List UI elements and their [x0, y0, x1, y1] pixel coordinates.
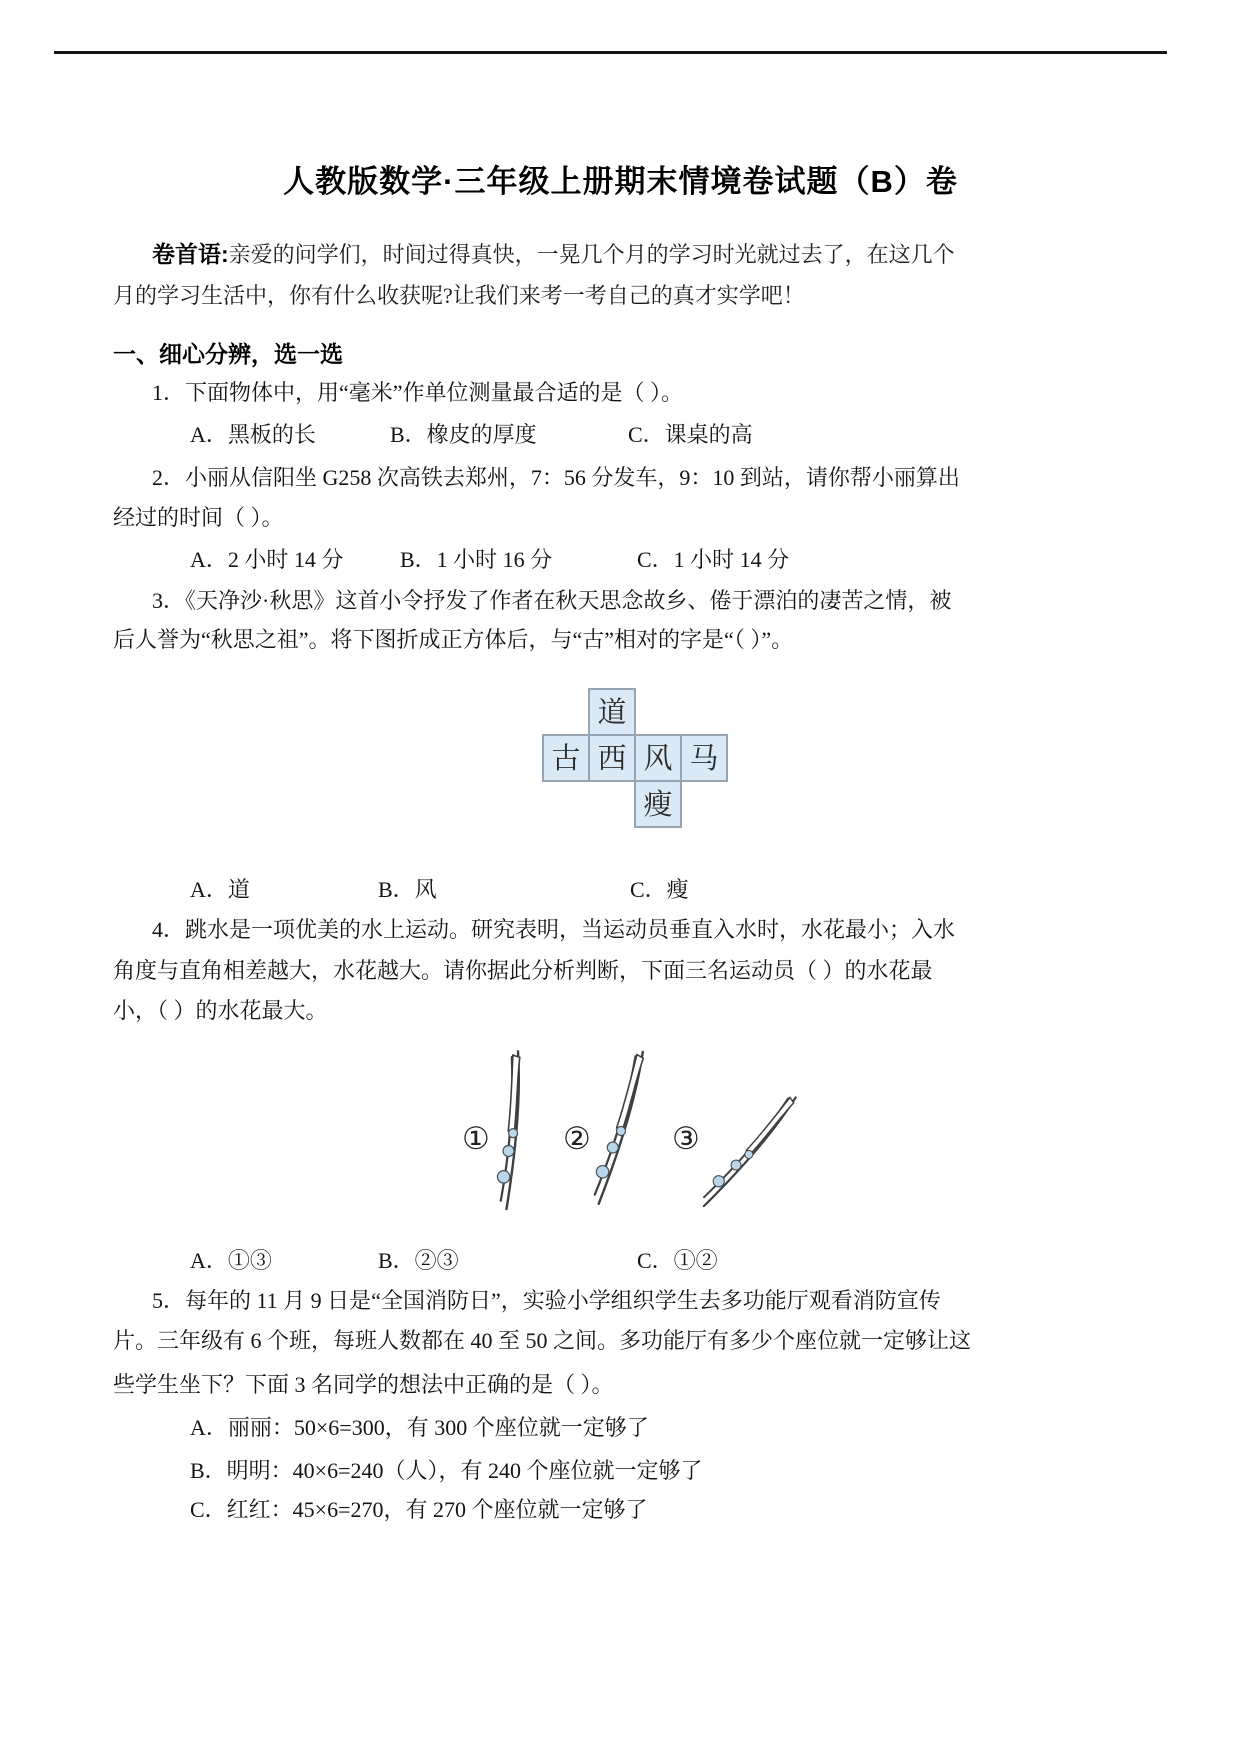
- question-3-options: [0, 869, 1241, 910]
- cube-net-figure: [542, 688, 730, 828]
- intro-text-1: 亲爱的问学们，时间过得真快，一晃几个月的学习时光就过去了，在这几个: [228, 242, 955, 267]
- diver-1-label: ①: [462, 1121, 490, 1157]
- question-3-line-2: 后人誉为“秋思之祖”。将下图折成正方体后，与“古”相对的字是“（ ）”。: [113, 627, 794, 652]
- net-cell-ma: 马: [680, 734, 728, 782]
- diver-1-icon: [496, 1051, 520, 1210]
- q4-option-b: B．②③: [378, 1248, 459, 1273]
- q5-option-c: C．红红：45×6=270，有 270 个座位就一定够了: [190, 1497, 648, 1522]
- question-2-line-1: 2．小丽从信阳坐 G258 次高铁去郑州，7：56 分发车，9：10 到站，请你帮小丽算出: [152, 465, 960, 490]
- question-3-line-1: 3．《天净沙·秋思》这首小令抒发了作者在秋天思念故乡、倦于漂泊的凄苦之情，被: [152, 588, 952, 613]
- q2-option-c: C．1 小时 14 分: [637, 547, 790, 572]
- q5-option-a: A．丽丽：50×6=300，有 300 个座位就一定够了: [190, 1415, 649, 1440]
- diver-3-label: ③: [672, 1121, 700, 1157]
- intro-label: 卷首语:: [152, 241, 229, 267]
- q3-option-a: A．道: [190, 877, 250, 902]
- q1-option-c: C．课桌的高: [628, 422, 753, 447]
- net-cell-feng: 风: [634, 734, 682, 782]
- question-2-line-2: 经过的时间（ ）。: [113, 505, 284, 530]
- q5-option-b: B．明明：40×6=240（人），有 240 个座位就一定够了: [190, 1458, 703, 1483]
- q1-option-a: A．黑板的长: [190, 422, 316, 447]
- net-cell-dao: 道: [588, 688, 636, 736]
- q3-option-b: B．风: [378, 877, 437, 902]
- q2-option-a: A．2 小时 14 分: [190, 547, 344, 572]
- q2-option-b: B．1 小时 16 分: [400, 547, 553, 572]
- question-2-options: [0, 539, 1241, 580]
- question-4-line-2: 角度与直角相差越大，水花越大。请你据此分析判断，下面三名运动员（ ）的水花最: [113, 958, 933, 983]
- question-4-line-3: 小，（ ）的水花最大。: [113, 998, 328, 1023]
- question-5-line-3: 些学生坐下？下面 3 名同学的想法中正确的是（ ）。: [113, 1372, 614, 1397]
- section-1-heading: 一、细心分辨，选一选: [113, 341, 343, 367]
- q4-option-c: C．①②: [637, 1248, 718, 1273]
- q4-option-a: A．①③: [190, 1248, 272, 1273]
- intro-line-2: 月的学习生活中，你有什么收获呢?让我们来考一考自己的真才实学吧！: [113, 283, 805, 308]
- header-divider-line: [54, 51, 1167, 54]
- diver-3-icon: [697, 1088, 798, 1210]
- question-4-options: [0, 1240, 1241, 1281]
- question-1-text: 1．下面物体中，用“毫米”作单位测量最合适的是（ ）。: [152, 380, 684, 405]
- q3-option-c: C．瘦: [630, 877, 689, 902]
- net-cell-xi: 西: [588, 734, 636, 782]
- diver-2-icon: [589, 1048, 645, 1206]
- diver-2-label: ②: [563, 1121, 591, 1157]
- question-1-options: [0, 414, 1241, 455]
- question-4-line-1: 4．跳水是一项优美的水上运动。研究表明，当运动员垂直入水时，水花最小；入水: [152, 917, 956, 942]
- question-5-line-2: 片。三年级有 6 个班，每班人数都在 40 至 50 之间。多功能厅有多少个座位就一定够让这: [113, 1328, 972, 1353]
- net-cell-shou: 瘦: [634, 780, 682, 828]
- net-cell-gu: 古: [542, 734, 590, 782]
- intro-line-1: [152, 234, 1172, 275]
- question-5-line-1: 5．每年的 11 月 9 日是“全国消防日”，实验小学组织学生去多功能厅观看消防宣传: [152, 1288, 941, 1313]
- page-title: 人教版数学·三年级上册期末情境卷试题（B）卷: [283, 163, 958, 199]
- divers-figure: [452, 1043, 832, 1215]
- q1-option-b: B．橡皮的厚度: [390, 422, 537, 447]
